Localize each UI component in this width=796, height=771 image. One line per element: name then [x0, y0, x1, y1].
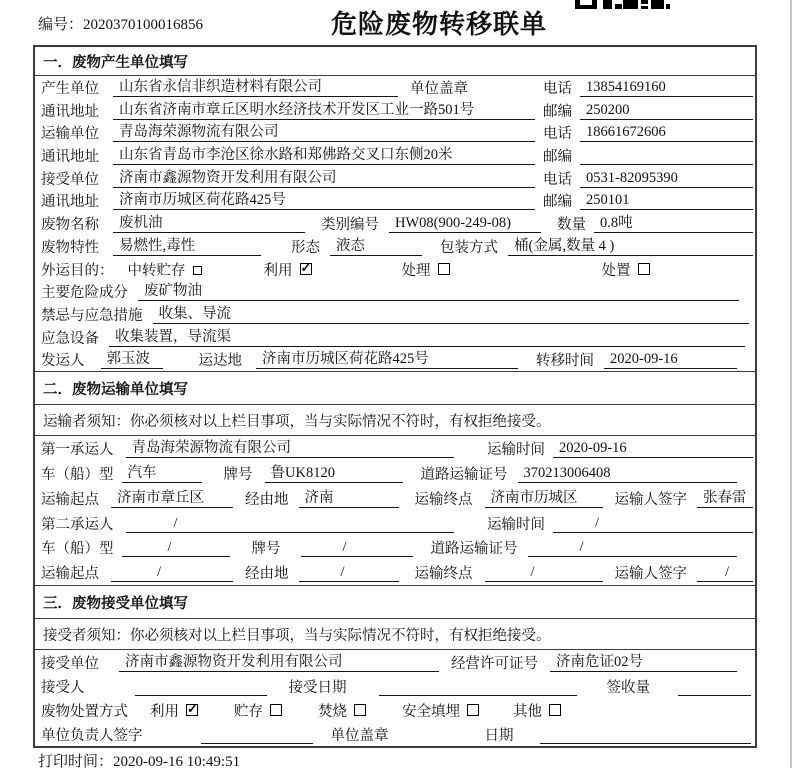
serial-label: 编号：: [38, 17, 84, 33]
disposal-option: [234, 700, 282, 721]
field-label: 数量: [557, 217, 586, 234]
plate-number-value: 鲁UK8120: [265, 464, 403, 483]
route-origin-value: 济南市章丘区: [111, 489, 233, 508]
road-permit-value: 370213006408: [518, 464, 738, 483]
disposal-option-label: 安全填埋: [402, 703, 460, 720]
checkbox-icon: [270, 704, 282, 716]
section2-header: 二．废物运输单位填写: [35, 371, 755, 405]
disposal-option: [513, 700, 561, 721]
field-label: 禁忌与应急措施: [41, 308, 143, 325]
checkbox-icon: [549, 704, 561, 716]
field-label: 形态: [291, 239, 320, 256]
purpose-option: [602, 259, 650, 280]
vehicle-type-value: /: [122, 538, 230, 557]
field-label: 第一承运人: [41, 442, 114, 459]
license-number-value: 济南危证02号: [550, 653, 737, 672]
qr-code-fragment: [575, 0, 670, 10]
field-label: 通讯地址: [41, 103, 99, 120]
route-destination-value: /: [485, 563, 603, 582]
purpose-option: [128, 259, 202, 280]
acceptor-row: [35, 674, 755, 698]
receiver-address-value: 济南市历城区荷花路425号: [113, 191, 535, 210]
field-label: 牌号: [223, 467, 253, 484]
purpose-option: [264, 259, 312, 280]
receiver-phone-value: 0531-82095390: [580, 169, 753, 188]
field-label: 经营许可证号: [451, 655, 538, 672]
field-label: 车（船）型: [41, 541, 114, 558]
field-label: 外运目的：: [41, 262, 114, 279]
field-label: 运输人签字: [614, 491, 687, 508]
producer-phone-value: 13854169160: [580, 78, 753, 97]
waste-quantity-value: 0.8吨: [594, 214, 753, 233]
disposal-option-label: 焚烧: [318, 703, 347, 720]
checkbox-icon: [638, 263, 650, 275]
route-destination-value: 济南市历城区: [485, 489, 603, 508]
second-carrier-value: /: [126, 514, 454, 533]
acceptor-value: [135, 677, 267, 696]
seal-label: 单位盖章: [330, 727, 389, 744]
field-label: 车（船）型: [41, 467, 114, 484]
disposal-option: [402, 700, 479, 721]
first-carrier-row: [35, 436, 755, 461]
field-label: 经由地: [245, 491, 289, 508]
second-route-row: [35, 560, 755, 585]
responsible-signature-value: [201, 725, 313, 744]
transfer-date-value: 2020-09-16: [604, 350, 737, 369]
receiver-postcode-value: 250101: [580, 191, 753, 210]
accepting-unit-row: [35, 650, 755, 674]
print-time-value: 2020-09-16 10:49:51: [113, 754, 241, 770]
accepting-unit-value: 济南市鑫源物资开发利用有限公司: [119, 653, 439, 672]
road-permit-value: /: [528, 538, 738, 557]
receiver-address-row: [35, 190, 755, 213]
field-label: 应急设备: [41, 330, 99, 347]
field-label: 运输单位: [41, 126, 99, 143]
field-label: 牌号: [251, 541, 281, 558]
main-hazard-value: 废矿物油: [138, 282, 739, 301]
field-label: 邮编: [543, 149, 572, 166]
field-label: 邮编: [543, 103, 572, 120]
field-label: 签收量: [606, 679, 650, 696]
waste-form-value: 液态: [330, 237, 422, 256]
field-label: 运输时间: [487, 442, 545, 459]
field-label: 运输起点: [41, 566, 99, 583]
second-carrier-row: [35, 511, 755, 536]
section3-rows: [35, 650, 755, 746]
purpose-option-label: 中转贮存: [127, 262, 186, 279]
field-label: 通讯地址: [41, 194, 99, 211]
field-label: 运达地: [198, 353, 242, 370]
responsible-signature-row: [35, 722, 755, 746]
first-vehicle-row: [35, 461, 755, 486]
checkbox-icon: [193, 266, 202, 275]
route-via-value: 济南: [299, 489, 399, 508]
disposal-method-row: [35, 698, 755, 722]
field-label: 日期: [484, 727, 514, 744]
section1-rows: [35, 76, 755, 371]
field-label: 接受单位: [41, 655, 99, 672]
seal-label: 单位盖章: [410, 80, 468, 97]
receiver-unit-row: [35, 167, 755, 190]
receiver-unit-value: 济南市鑫源物资开发利用有限公司: [113, 169, 535, 188]
carrier-signature-value: /: [697, 563, 753, 582]
field-label: 邮编: [543, 194, 572, 211]
field-label: 运输人签字: [614, 566, 687, 583]
field-label: 道路运输证号: [430, 541, 518, 558]
destination-value: 济南市历城区荷花路425号: [256, 350, 518, 369]
field-label: 运输时间: [487, 516, 545, 533]
waste-code-value: HW08(900-249-08): [389, 214, 541, 233]
disposal-option: [150, 700, 198, 721]
waste-name-row: [35, 212, 755, 235]
field-label: 电话: [543, 80, 572, 97]
serial-number-line: [38, 13, 203, 34]
field-label: 产生单位: [41, 80, 99, 97]
field-label: 废物名称: [41, 217, 99, 234]
transporter-address-value: 山东省青岛市李沧区徐水路和郑佛路交叉口东侧20米: [113, 146, 535, 165]
transporter-unit-value: 青岛海荣源物流有限公司: [113, 123, 535, 142]
checkbox-checked-icon: [186, 704, 198, 716]
producer-postcode-value: 250200: [580, 101, 753, 120]
sign-date-value: [540, 725, 752, 744]
checkbox-icon: [438, 263, 450, 275]
field-label: 电话: [543, 126, 572, 143]
transporter-unit-row: [35, 121, 755, 144]
section2-rows: [35, 436, 755, 585]
field-label: 运输起点: [41, 491, 99, 508]
main-hazard-row: [35, 280, 755, 303]
field-label: 接受日期: [288, 679, 347, 696]
page-right-edge: [790, 0, 792, 768]
plate-number-value: /: [301, 538, 413, 557]
field-label: 接受单位: [41, 171, 99, 188]
consignor-row: [35, 349, 755, 372]
emergency-equipment-row: [35, 326, 755, 349]
disposal-option-label: 其他: [513, 703, 542, 720]
disposal-option-label: 利用: [150, 703, 179, 720]
field-label: 单位负责人签字: [41, 727, 143, 744]
field-label: 第二承运人: [41, 516, 114, 533]
purpose-option: [402, 259, 450, 280]
field-label: 电话: [543, 171, 572, 188]
field-label: 道路运输证号: [420, 467, 508, 484]
waste-name-value: 废机油: [113, 214, 305, 233]
emergency-measures-value: 收集、导流: [153, 305, 750, 324]
disposal-option-label: 贮存: [234, 703, 263, 720]
field-label: 废物处置方式: [41, 703, 128, 720]
transporter-notice: 运输者须知：你必须核对以上栏目事项，当与实际情况不符时，有权拒绝接受。: [35, 405, 755, 436]
receiver-notice: 接受者须知：你必须核对以上栏目事项，当与实际情况不符时，有权拒绝接受。: [35, 619, 755, 650]
checkbox-icon: [467, 704, 479, 716]
checkbox-checked-icon: [300, 263, 312, 275]
first-carrier-value: 青岛海荣源物流有限公司: [126, 439, 454, 458]
section1-header: 一．废物产生单位填写: [35, 47, 755, 76]
producer-address-row: [35, 99, 755, 122]
field-label: 包装方式: [440, 239, 498, 256]
purpose-option-label: 处理: [401, 262, 431, 279]
accept-date-value: [379, 677, 577, 696]
print-time-label: 打印时间：: [38, 754, 114, 770]
field-label: 接受人: [41, 679, 85, 696]
producer-unit-row: [35, 76, 755, 99]
page-title: 危险废物转移联单: [331, 10, 548, 39]
producer-address-value: 山东省济南市章丘区明水经济技术开发区工业一路501号: [113, 101, 535, 120]
route-origin-value: /: [111, 563, 233, 582]
section3-header: 三．废物接受单位填写: [35, 585, 755, 619]
vehicle-type-value: 汽车: [122, 464, 202, 483]
field-label: 通讯地址: [41, 149, 99, 166]
purpose-option-label: 处置: [601, 262, 631, 279]
carrier-signature-value: 张春雷: [697, 489, 753, 508]
first-route-row: [35, 486, 755, 511]
consignor-value: 郭玉波: [101, 350, 163, 369]
field-label: 废物特性: [41, 239, 99, 256]
manifest-form: [33, 45, 757, 748]
second-transport-date-value: /: [553, 514, 753, 533]
field-label: 主要危险成分: [41, 285, 128, 302]
packaging-value: 桶(金属,数量 4 ): [508, 237, 753, 256]
checkbox-icon: [354, 704, 366, 716]
purpose-option-label: 利用: [263, 262, 293, 279]
serial-value: 2020370100016856: [83, 17, 204, 33]
first-transport-date-value: 2020-09-16: [553, 439, 753, 458]
waste-property-row: [35, 235, 755, 258]
transfer-purpose-row: [35, 258, 755, 281]
transporter-postcode-value: [580, 146, 753, 165]
route-via-value: /: [299, 563, 399, 582]
transporter-address-row: [35, 144, 755, 167]
waste-property-value: 易燃性,毒性: [113, 237, 261, 256]
field-label: 运输终点: [414, 491, 473, 508]
field-label: 发运人: [41, 353, 85, 370]
transporter-phone-value: 18661672606: [580, 123, 753, 142]
second-vehicle-row: [35, 536, 755, 561]
field-label: 类别编号: [321, 217, 379, 234]
field-label: 经由地: [245, 566, 289, 583]
field-label: 转移时间: [536, 353, 594, 370]
emergency-equipment-value: 收集装置，导流渠: [109, 328, 745, 347]
received-quantity-value: [678, 677, 751, 696]
disposal-option: [318, 700, 366, 721]
emergency-measures-row: [35, 303, 755, 326]
field-label: 运输终点: [414, 566, 473, 583]
producer-unit-value: 山东省永信非织造材料有限公司: [113, 78, 398, 97]
